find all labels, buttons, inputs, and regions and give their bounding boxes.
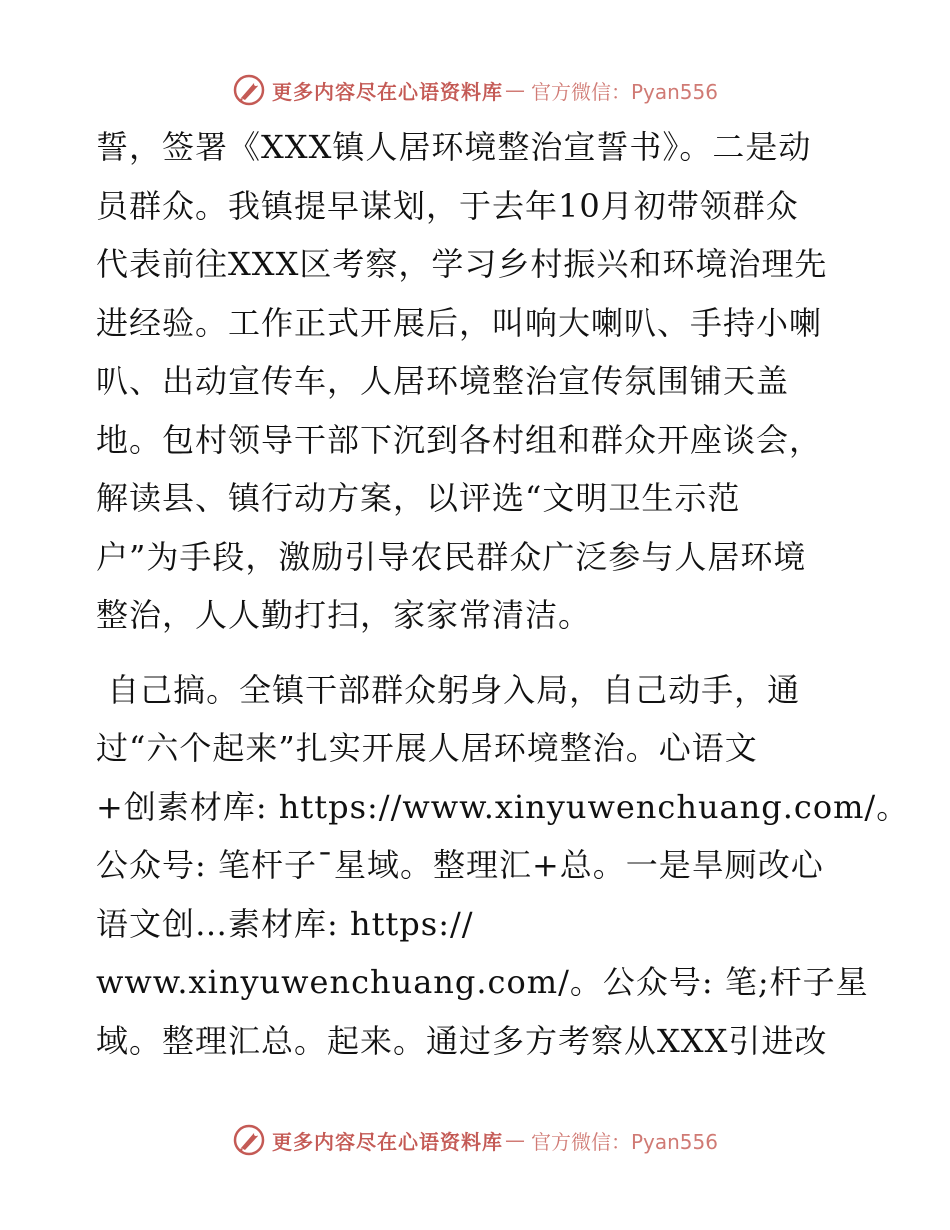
paragraph: [96, 661, 910, 1071]
text-line: 地。包村领导干部下沉到各村组和群众开座谈会，: [96, 420, 823, 459]
text-line: 域。整理汇总。起来。通过多方考察从XXX引进改: [96, 1021, 828, 1060]
footer-banner-text: 更多内容尽在心语资料库: [271, 1129, 503, 1154]
header-wechat-text: 官方微信：Pyan556: [530, 79, 718, 104]
footer-wechat-text: 官方微信：Pyan556: [530, 1129, 718, 1154]
text-line: 员群众。我镇提早谋划，于去年10月初带领群众: [96, 186, 799, 225]
text-line: www.xinyuwenchuang.com/。公众号: 笔;杆子星: [96, 963, 869, 1001]
paragraph-spacer: [96, 645, 866, 661]
footer-banner: [0, 1120, 950, 1160]
text-line: 誓，签署《XXX镇人居环境整治宣誓书》。二是动: [96, 128, 812, 166]
document-body: [96, 118, 910, 1070]
text-line: 公众号: 笔杆子¯星域。整理汇+总。一是旱厕改心: [96, 846, 824, 884]
header-banner-separator: —: [504, 78, 525, 102]
text-line: 解读县、镇行动方案，以评选“文明卫生示范: [96, 479, 741, 517]
text-line: 代表前往XXX区考察，学习乡村振兴和环境治理先: [96, 245, 828, 283]
text-line: 自己搞。全镇干部群众躬身入局，自己动手，通: [96, 670, 801, 709]
header-banner: [0, 70, 950, 110]
footer-banner-separator: —: [504, 1128, 525, 1152]
pen-logo-icon: [232, 1123, 266, 1157]
text-line: 叭、出动宣传车，人居环境整治宣传氛围铺天盖: [96, 362, 790, 400]
pen-logo-icon: [232, 73, 266, 107]
header-banner-text: 更多内容尽在心语资料库: [271, 79, 503, 104]
text-line: 户”为手段，激励引导农民群众广泛参与人居环境: [96, 537, 807, 576]
text-line: 整治，人人勤打扫，家家常清洁。: [96, 596, 592, 634]
text-line: 过“六个起来”扎实开展人居环境整治。心语文: [96, 729, 758, 767]
text-line: 语文创…素材库: https://: [96, 904, 474, 943]
text-line: 进经验。工作正式开展后，叫响大喇叭、手持小喇: [96, 303, 823, 342]
paragraph: [96, 118, 866, 645]
text-line: +创素材库: https://www.xinyuwenchuang.com/。: [96, 787, 910, 826]
